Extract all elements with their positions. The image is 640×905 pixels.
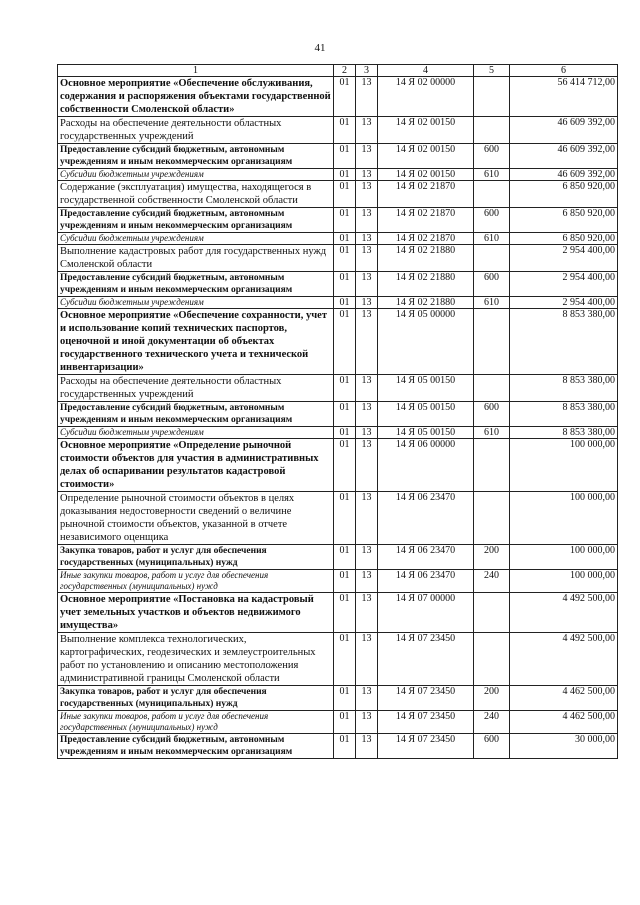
- subsection-code-cell: 13: [356, 77, 378, 117]
- table-row: [58, 272, 618, 297]
- budget-table: [57, 64, 618, 759]
- row-name-cell: Основное мероприятие «Постановка на кадастровый учет земельных участков и объектов недвижимого имущества»: [58, 593, 334, 633]
- row-name-cell: Основное мероприятие «Обеспечение сохранности, учет и использование копий технических паспортов, оценочной и иной документации об объектах государственного технического учета и технической инвентаризации»: [58, 309, 334, 375]
- amount-cell: 46 609 392,00: [510, 117, 618, 144]
- amount-cell: 2 954 400,00: [510, 245, 618, 272]
- amount-cell: 30 000,00: [510, 734, 618, 759]
- section-code-cell: 01: [334, 144, 356, 169]
- row-name-cell: Основное мероприятие «Определение рыночной стоимости объектов для участия в административных делах об оспаривании результатов кадастровой стоимости»: [58, 439, 334, 492]
- expense-type-cell: [474, 77, 510, 117]
- expense-type-cell: [474, 375, 510, 402]
- row-name-cell: Предоставление субсидий бюджетным, автономным учреждениям и иным некоммерческим организациям: [58, 272, 334, 297]
- section-code-cell: 01: [334, 439, 356, 492]
- row-name-cell: Выполнение комплекса технологических, картографических, геодезических и землеустроительных работ по установлению и описанию местоположения административной границы Смоленской области: [58, 633, 334, 686]
- target-article-cell: 14 Я 06 00000: [378, 439, 474, 492]
- expense-type-cell: 600: [474, 734, 510, 759]
- section-code-cell: 01: [334, 272, 356, 297]
- amount-cell: 4 492 500,00: [510, 633, 618, 686]
- amount-cell: 100 000,00: [510, 439, 618, 492]
- subsection-code-cell: 13: [356, 309, 378, 375]
- expense-type-cell: 610: [474, 233, 510, 245]
- subsection-code-cell: 13: [356, 593, 378, 633]
- subsection-code-cell: 13: [356, 169, 378, 181]
- table-row: [58, 427, 618, 439]
- target-article-cell: 14 Я 02 00000: [378, 77, 474, 117]
- amount-cell: 6 850 920,00: [510, 208, 618, 233]
- row-name-cell: Выполнение кадастровых работ для государственных нужд Смоленской области: [58, 245, 334, 272]
- subsection-code-cell: 13: [356, 272, 378, 297]
- amount-cell: 2 954 400,00: [510, 297, 618, 309]
- subsection-code-cell: 13: [356, 427, 378, 439]
- expense-type-cell: [474, 117, 510, 144]
- expense-type-cell: [474, 633, 510, 686]
- amount-cell: 4 492 500,00: [510, 593, 618, 633]
- header-cell: 2: [334, 65, 356, 77]
- table-row: [58, 439, 618, 492]
- section-code-cell: 01: [334, 570, 356, 593]
- expense-type-cell: 610: [474, 169, 510, 181]
- row-name-cell: Предоставление субсидий бюджетным, автономным учреждениям и иным некоммерческим организациям: [58, 402, 334, 427]
- target-article-cell: 14 Я 02 00150: [378, 117, 474, 144]
- subsection-code-cell: 13: [356, 545, 378, 570]
- subsection-code-cell: 13: [356, 375, 378, 402]
- target-article-cell: 14 Я 07 23450: [378, 734, 474, 759]
- section-code-cell: 01: [334, 734, 356, 759]
- subsection-code-cell: 13: [356, 245, 378, 272]
- subsection-code-cell: 13: [356, 734, 378, 759]
- subsection-code-cell: 13: [356, 402, 378, 427]
- target-article-cell: 14 Я 05 00150: [378, 375, 474, 402]
- table-row: [58, 686, 618, 711]
- target-article-cell: 14 Я 02 21880: [378, 245, 474, 272]
- amount-cell: 4 462 500,00: [510, 686, 618, 711]
- section-code-cell: 01: [334, 309, 356, 375]
- amount-cell: 8 853 380,00: [510, 402, 618, 427]
- table-row: [58, 245, 618, 272]
- amount-cell: 100 000,00: [510, 545, 618, 570]
- target-article-cell: 14 Я 07 00000: [378, 593, 474, 633]
- expense-type-cell: 240: [474, 570, 510, 593]
- expense-type-cell: 600: [474, 144, 510, 169]
- row-name-cell: Субсидии бюджетным учреждениям: [58, 297, 334, 309]
- amount-cell: 8 853 380,00: [510, 427, 618, 439]
- section-code-cell: 01: [334, 169, 356, 181]
- expense-type-cell: 600: [474, 208, 510, 233]
- target-article-cell: 14 Я 07 23450: [378, 633, 474, 686]
- table-row: [58, 297, 618, 309]
- expense-type-cell: 610: [474, 297, 510, 309]
- row-name-cell: Предоставление субсидий бюджетным, автономным учреждениям и иным некоммерческим организациям: [58, 208, 334, 233]
- expense-type-cell: 610: [474, 427, 510, 439]
- section-code-cell: 01: [334, 593, 356, 633]
- subsection-code-cell: 13: [356, 686, 378, 711]
- row-name-cell: Расходы на обеспечение деятельности областных государственных учреждений: [58, 117, 334, 144]
- subsection-code-cell: 13: [356, 181, 378, 208]
- section-code-cell: 01: [334, 208, 356, 233]
- row-name-cell: Иные закупки товаров, работ и услуг для обеспечения государственных (муниципальных) нужд: [58, 711, 334, 734]
- header-cell: 4: [378, 65, 474, 77]
- section-code-cell: 01: [334, 77, 356, 117]
- table-row: [58, 734, 618, 759]
- amount-cell: 4 462 500,00: [510, 711, 618, 734]
- expense-type-cell: [474, 181, 510, 208]
- row-name-cell: Закупка товаров, работ и услуг для обеспечения государственных (муниципальных) нужд: [58, 686, 334, 711]
- row-name-cell: Основное мероприятие «Обеспечение обслуживания, содержания и распоряжения объектами государственной собственности Смоленской области»: [58, 77, 334, 117]
- subsection-code-cell: 13: [356, 570, 378, 593]
- target-article-cell: 14 Я 06 23470: [378, 492, 474, 545]
- amount-cell: 100 000,00: [510, 492, 618, 545]
- table-row: [58, 208, 618, 233]
- target-article-cell: 14 Я 05 00150: [378, 427, 474, 439]
- amount-cell: 6 850 920,00: [510, 181, 618, 208]
- expense-type-cell: 600: [474, 402, 510, 427]
- table-row: [58, 570, 618, 593]
- section-code-cell: 01: [334, 245, 356, 272]
- table-row: [58, 169, 618, 181]
- subsection-code-cell: 13: [356, 492, 378, 545]
- table-row: [58, 375, 618, 402]
- section-code-cell: 01: [334, 711, 356, 734]
- row-name-cell: Субсидии бюджетным учреждениям: [58, 233, 334, 245]
- table-row: [58, 233, 618, 245]
- expense-type-cell: [474, 593, 510, 633]
- section-code-cell: 01: [334, 233, 356, 245]
- row-name-cell: Предоставление субсидий бюджетным, автономным учреждениям и иным некоммерческим организациям: [58, 144, 334, 169]
- section-code-cell: 01: [334, 402, 356, 427]
- amount-cell: 2 954 400,00: [510, 272, 618, 297]
- table-row: [58, 402, 618, 427]
- header-cell: 6: [510, 65, 618, 77]
- subsection-code-cell: 13: [356, 117, 378, 144]
- table-row: [58, 117, 618, 144]
- target-article-cell: 14 Я 05 00150: [378, 402, 474, 427]
- target-article-cell: 14 Я 02 21880: [378, 297, 474, 309]
- target-article-cell: 14 Я 07 23450: [378, 711, 474, 734]
- target-article-cell: 14 Я 05 00000: [378, 309, 474, 375]
- row-name-cell: Предоставление субсидий бюджетным, автономным учреждениям и иным некоммерческим организациям: [58, 734, 334, 759]
- target-article-cell: 14 Я 02 21880: [378, 272, 474, 297]
- row-name-cell: Определение рыночной стоимости объектов в целях доказывания недостоверности сведений о величине рыночной стоимости объектов, указанной в отчете независимого оценщика: [58, 492, 334, 545]
- row-name-cell: Иные закупки товаров, работ и услуг для обеспечения государственных (муниципальных) нужд: [58, 570, 334, 593]
- section-code-cell: 01: [334, 427, 356, 439]
- expense-type-cell: 200: [474, 545, 510, 570]
- table-row: [58, 309, 618, 375]
- amount-cell: 46 609 392,00: [510, 169, 618, 181]
- header-cell: 3: [356, 65, 378, 77]
- expense-type-cell: 200: [474, 686, 510, 711]
- table-row: [58, 77, 618, 117]
- section-code-cell: 01: [334, 545, 356, 570]
- table-row: [58, 593, 618, 633]
- section-code-cell: 01: [334, 492, 356, 545]
- section-code-cell: 01: [334, 181, 356, 208]
- subsection-code-cell: 13: [356, 208, 378, 233]
- row-name-cell: Расходы на обеспечение деятельности областных государственных учреждений: [58, 375, 334, 402]
- table-row: [58, 181, 618, 208]
- amount-cell: 46 609 392,00: [510, 144, 618, 169]
- row-name-cell: Субсидии бюджетным учреждениям: [58, 427, 334, 439]
- amount-cell: 8 853 380,00: [510, 309, 618, 375]
- amount-cell: 56 414 712,00: [510, 77, 618, 117]
- section-code-cell: 01: [334, 117, 356, 144]
- row-name-cell: Субсидии бюджетным учреждениям: [58, 169, 334, 181]
- section-code-cell: 01: [334, 375, 356, 402]
- subsection-code-cell: 13: [356, 633, 378, 686]
- amount-cell: 8 853 380,00: [510, 375, 618, 402]
- subsection-code-cell: 13: [356, 439, 378, 492]
- target-article-cell: 14 Я 02 21870: [378, 181, 474, 208]
- header-row: [58, 65, 618, 77]
- amount-cell: 6 850 920,00: [510, 233, 618, 245]
- expense-type-cell: [474, 309, 510, 375]
- subsection-code-cell: 13: [356, 233, 378, 245]
- table-row: [58, 144, 618, 169]
- expense-type-cell: [474, 439, 510, 492]
- table-row: [58, 545, 618, 570]
- target-article-cell: 14 Я 02 21870: [378, 233, 474, 245]
- subsection-code-cell: 13: [356, 711, 378, 734]
- header-cell: 1: [58, 65, 334, 77]
- row-name-cell: Содержание (эксплуатация) имущества, находящегося в государственной собственности Смоленской области: [58, 181, 334, 208]
- header-cell: 5: [474, 65, 510, 77]
- row-name-cell: Закупка товаров, работ и услуг для обеспечения государственных (муниципальных) нужд: [58, 545, 334, 570]
- target-article-cell: 14 Я 06 23470: [378, 545, 474, 570]
- page-number: 41: [314, 42, 326, 54]
- expense-type-cell: [474, 245, 510, 272]
- target-article-cell: 14 Я 02 00150: [378, 144, 474, 169]
- subsection-code-cell: 13: [356, 297, 378, 309]
- expense-type-cell: 240: [474, 711, 510, 734]
- target-article-cell: 14 Я 02 00150: [378, 169, 474, 181]
- section-code-cell: 01: [334, 297, 356, 309]
- target-article-cell: 14 Я 06 23470: [378, 570, 474, 593]
- subsection-code-cell: 13: [356, 144, 378, 169]
- amount-cell: 100 000,00: [510, 570, 618, 593]
- expense-type-cell: [474, 492, 510, 545]
- target-article-cell: 14 Я 02 21870: [378, 208, 474, 233]
- section-code-cell: 01: [334, 633, 356, 686]
- table-row: [58, 633, 618, 686]
- table-row: [58, 711, 618, 734]
- target-article-cell: 14 Я 07 23450: [378, 686, 474, 711]
- table-row: [58, 492, 618, 545]
- expense-type-cell: 600: [474, 272, 510, 297]
- section-code-cell: 01: [334, 686, 356, 711]
